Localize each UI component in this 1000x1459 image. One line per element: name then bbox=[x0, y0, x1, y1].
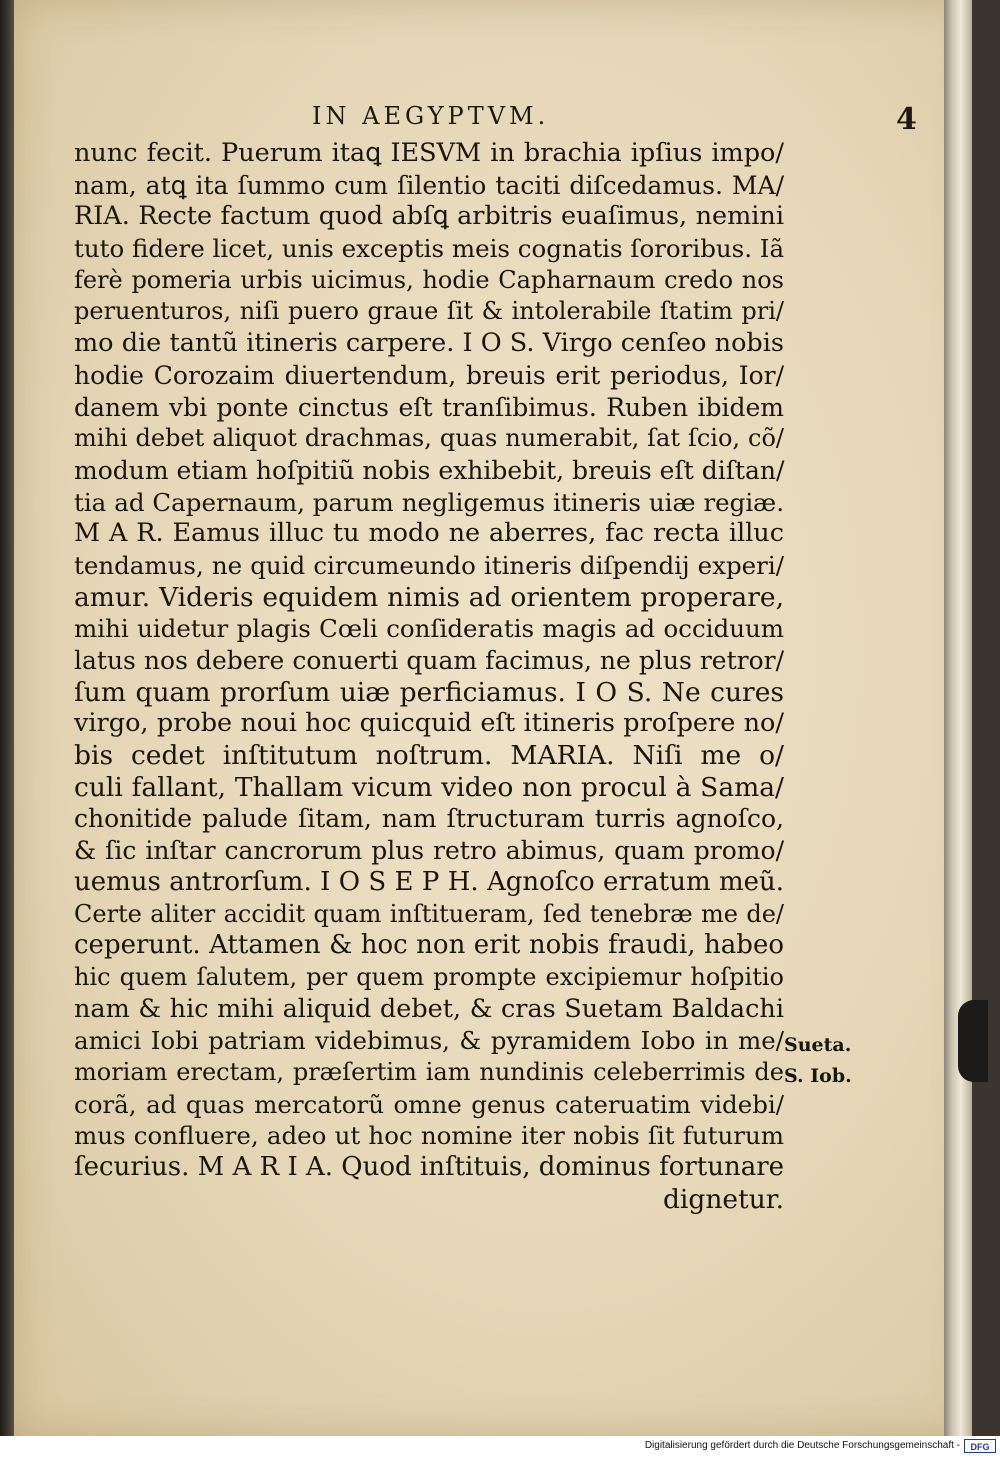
marginal-note: Sueta. bbox=[784, 1034, 852, 1056]
text-line: RIA. Recte factum quod abſꝗ arbitris euaſimus, nemini bbox=[74, 201, 784, 232]
text-line: amici Iobi patriam videbimus, & pyramidem Iobo in me/ bbox=[74, 1026, 784, 1056]
text-line: latus nos debere conuerti quam facimus, ne plus retror/ bbox=[74, 646, 784, 675]
text-line: danem vbi ponte cinctus eſt tranſibimus. Ruben ibidem bbox=[74, 392, 784, 422]
footer-bar bbox=[0, 1436, 1000, 1459]
text-line: amur. Videris equidem nimis ad orientem properare, bbox=[74, 581, 784, 613]
folio-number: 4 bbox=[896, 102, 917, 137]
text-line: ferè pomeria urbis uicimus, hodie Capharnaum credo nos bbox=[74, 265, 784, 294]
page-edge bbox=[944, 0, 972, 1436]
text-line: nam & hic mihi aliquid debet, & cras Suetam Baldachi bbox=[74, 993, 784, 1024]
text-line: M A R. Eamus illuc tu modo ne aberres, fac recta illuc bbox=[74, 518, 784, 549]
text-line: culi fallant, Thallam vicum video non procul à Sama/ bbox=[74, 771, 784, 803]
text-line: mo die tantũ itineris carpere. I O S. Virgo cenſeo nobis bbox=[74, 328, 784, 359]
text-line: hic quem ſalutem, per quem prompte excipiemur hoſpitio bbox=[74, 962, 784, 991]
text-line: nam, atꝗ ita ſummo cum ſilentio taciti diſcedamus. MA/ bbox=[74, 170, 784, 200]
text-line: mihi uidetur plagis Cœli conſideratis magis ad occiduum bbox=[74, 614, 784, 644]
text-line: ſecurius. M A R I A. Quod inſtituis, dominus fortunare bbox=[74, 1152, 785, 1182]
text-line: corã, ad quas mercatorũ omne genus cateruatim videbi/ bbox=[74, 1089, 784, 1119]
text-line: ceperunt. Attamen & hoc non erit nobis fraudi, habeo bbox=[74, 930, 784, 961]
text-line: tuto fidere licet, unis exceptis meis cognatis ſororibus. Iã bbox=[74, 234, 785, 264]
text-line: bis cedet inſtitutum noſtrum. MARIA. Niſi me o/ bbox=[74, 740, 784, 772]
text-line: ſum quam prorſum uiæ perficiamus. I O S. Ne cures bbox=[74, 676, 784, 708]
dfg-logo: DFG bbox=[964, 1439, 996, 1453]
footer-credit: Digitalisierung gefördert durch die Deutsche Forschungsgemeinschaft - bbox=[644, 1440, 960, 1451]
text-line: mihi debet aliquot drachmas, quas numerabit, ſat ſcio, cõ/ bbox=[74, 424, 784, 453]
text-line: tendamus, ne quid circumeundo itineris diſpendij experi/ bbox=[74, 550, 784, 580]
body-text bbox=[74, 138, 784, 1215]
text-line: tia ad Capernaum, parum negligemus itineris uiæ regiæ. bbox=[74, 487, 784, 517]
text-line: peruenturos, niſi puero graue ſit & intolerabile ſtatim pri/ bbox=[74, 297, 784, 326]
text-line: & ſic inſtar cancrorum plus retro abimus, quam promo/ bbox=[74, 836, 784, 866]
book-clasp bbox=[958, 1000, 988, 1082]
book-page bbox=[14, 0, 972, 1436]
text-line: hodie Corozaim diuertendum, breuis erit periodus, Ior/ bbox=[74, 360, 784, 390]
text-line: modum etiam hoſpitiũ nobis exhibebit, breuis eſt diſtan/ bbox=[74, 455, 785, 485]
marginal-notes bbox=[784, 1030, 852, 1092]
text-line: virgo, probe noui hoc quicquid eſt itineris proſpere no/ bbox=[74, 708, 784, 739]
text-line: nunc fecit. Puerum itaꝗ IESVM in brachia ipſius impo/ bbox=[74, 138, 784, 168]
text-line: uemus antrorſum. I O S E P H. Agnoſco erratum meũ. bbox=[74, 866, 784, 897]
text-line: moriam erectam, præſertim iam nundinis celeberrimis de bbox=[74, 1057, 784, 1086]
marginal-note: S. Iob. bbox=[784, 1065, 852, 1087]
text-line: Certe aliter accidit quam inſtitueram, ſed tenebræ me de/ bbox=[74, 899, 784, 928]
text-line: mus confluere, adeo ut hoc nomine iter nobis ſit futurum bbox=[74, 1121, 784, 1151]
text-line: chonitide palude ſitam, nam ſtructuram turris agnoſco, bbox=[74, 804, 784, 834]
running-head: IN AEGYPTVM. bbox=[312, 102, 550, 130]
text-line: dignetur. bbox=[662, 1183, 784, 1215]
